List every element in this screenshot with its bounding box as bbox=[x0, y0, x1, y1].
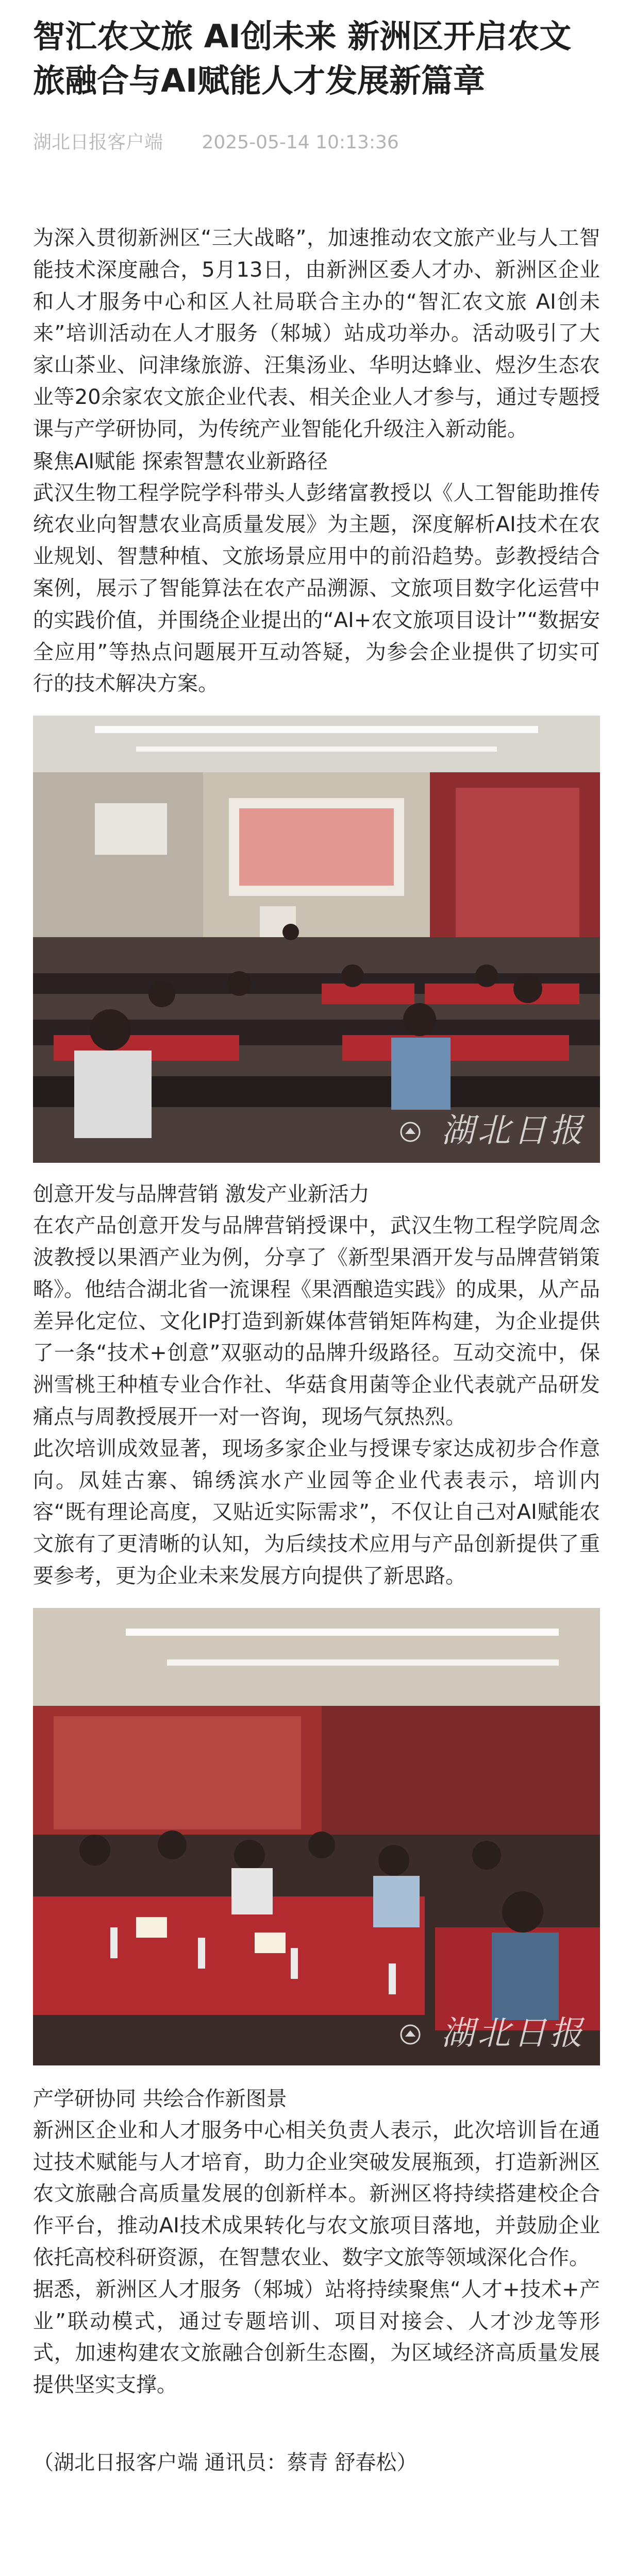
paragraph-cooperation: 新洲区企业和人才服务中心相关负责人表示，此次培训旨在通过技术赋能与人才培育，助力企业突破发展瓶颈，打造新洲区农文旅融合高质量发展的创新样本。新洲区将持续搭建校企合作平台，推动AI技术成果转化与农文旅项目落地，并鼓励企业依托高校科研资源，在智慧农业、数字文旅等领域深化合作。 bbox=[33, 2118, 600, 2269]
source-label[interactable]: 湖北日报客户端 bbox=[33, 132, 163, 153]
article-title: 智汇农文旅 AI创未来 新洲区开启农文旅融合与AI赋能人才发展新篇章 bbox=[33, 18, 572, 99]
section-heading-ai: 聚焦AI赋能 探索智慧农业新路径 bbox=[33, 449, 328, 473]
article-meta bbox=[33, 130, 600, 156]
watermark: 湖北日报 bbox=[441, 2014, 586, 2053]
audience-photo[interactable] bbox=[33, 1608, 600, 2065]
lecture-hall-photo[interactable] bbox=[33, 716, 600, 1163]
article-body bbox=[33, 223, 600, 2479]
paragraph-branding: 在农产品创意开发与品牌营销授课中，武汉生物工程学院周念波教授以果酒产业为例，分享了《新型果酒开发与品牌营销策略》。他结合湖北省一流课程《果酒酿造实践》的成果，从产品差异化定位、文化IP打造到新媒体营销矩阵构建，为企业提供了一条“技术+创意”双驱动的品牌升级路径。互动交流中，保洲雪桃王种植专业合作社、华菇食用菌等企业代表就产品研发痛点与周教授展开一对一咨询，现场气氛热烈。 bbox=[33, 1214, 600, 1429]
publish-timestamp: 2025-05-14 10:13:36 bbox=[202, 132, 399, 153]
newspaper-logo-icon bbox=[400, 1122, 421, 1142]
paragraph-outlook: 据悉，新洲区人才服务（邾城）站将持续聚焦“人才+技术+产业”联动模式，通过专题培训、项目对接会、人才沙龙等形式，加速构建农文旅融合创新生态圈，为区域经济高质量发展提供坚实支撑。 bbox=[33, 2277, 600, 2397]
paragraph-ai-lecture: 武汉生物工程学院学科带头人彭绪富教授以《人工智能助推传统农业向智慧农业高质量发展》为主题，深度解析AI技术在农业规划、智慧种植、文旅场景应用中的前沿趋势。彭教授结合案例，展示了智能算法在农产品溯源、文旅项目数字化运营中的实践价值，并围绕企业提出的“AI+农文旅项目设计”“数据安全应用”等热点问题展开互动答疑，为参会企业提供了切实可行的技术解决方案。 bbox=[33, 481, 600, 696]
article-footer-credit: （湖北日报客户端 通讯员：蔡青 舒春松） bbox=[33, 2450, 418, 2475]
newspaper-logo-icon bbox=[400, 2024, 421, 2045]
paragraph-results: 此次培训成效显著，现场多家企业与授课专家达成初步合作意向。凤娃古寨、锦绣滨水产业园等企业代表表示，培训内容“既有理论高度，又贴近实际需求”，不仅让自己对AI赋能农文旅有了更清晰的认知，为后续技术应用与产品创新提供了重要参考，更为企业未来发展方向提供了新思路。 bbox=[33, 1436, 600, 1588]
paragraph-intro: 为深入贯彻新洲区“三大战略”，加速推动农文旅产业与人工智能技术深度融合，5月13日，由新洲区委人才办、新洲区企业和人才服务中心和区人社局联合主办的“智汇农文旅 AI创未来”培训活动在人才服务（邾城）站成功举办。活动吸引了大家山茶业、问津缘旅游、汪集汤业、华明达蜂业、煜汐生态农业等20余家农文旅企业代表、相关企业人才参与，通过专题授课与产学研协同，为传统产业智能化升级注入新动能。 bbox=[33, 226, 600, 441]
lecture-hall-illustration bbox=[33, 716, 600, 1163]
section-heading-branding: 创意开发与品牌营销 激发产业新活力 bbox=[33, 1182, 370, 1207]
watermark: 湖北日报 bbox=[441, 1112, 586, 1150]
audience-illustration bbox=[33, 1608, 600, 2065]
section-heading-cooperation: 产学研协同 共绘合作新图景 bbox=[33, 2087, 287, 2111]
